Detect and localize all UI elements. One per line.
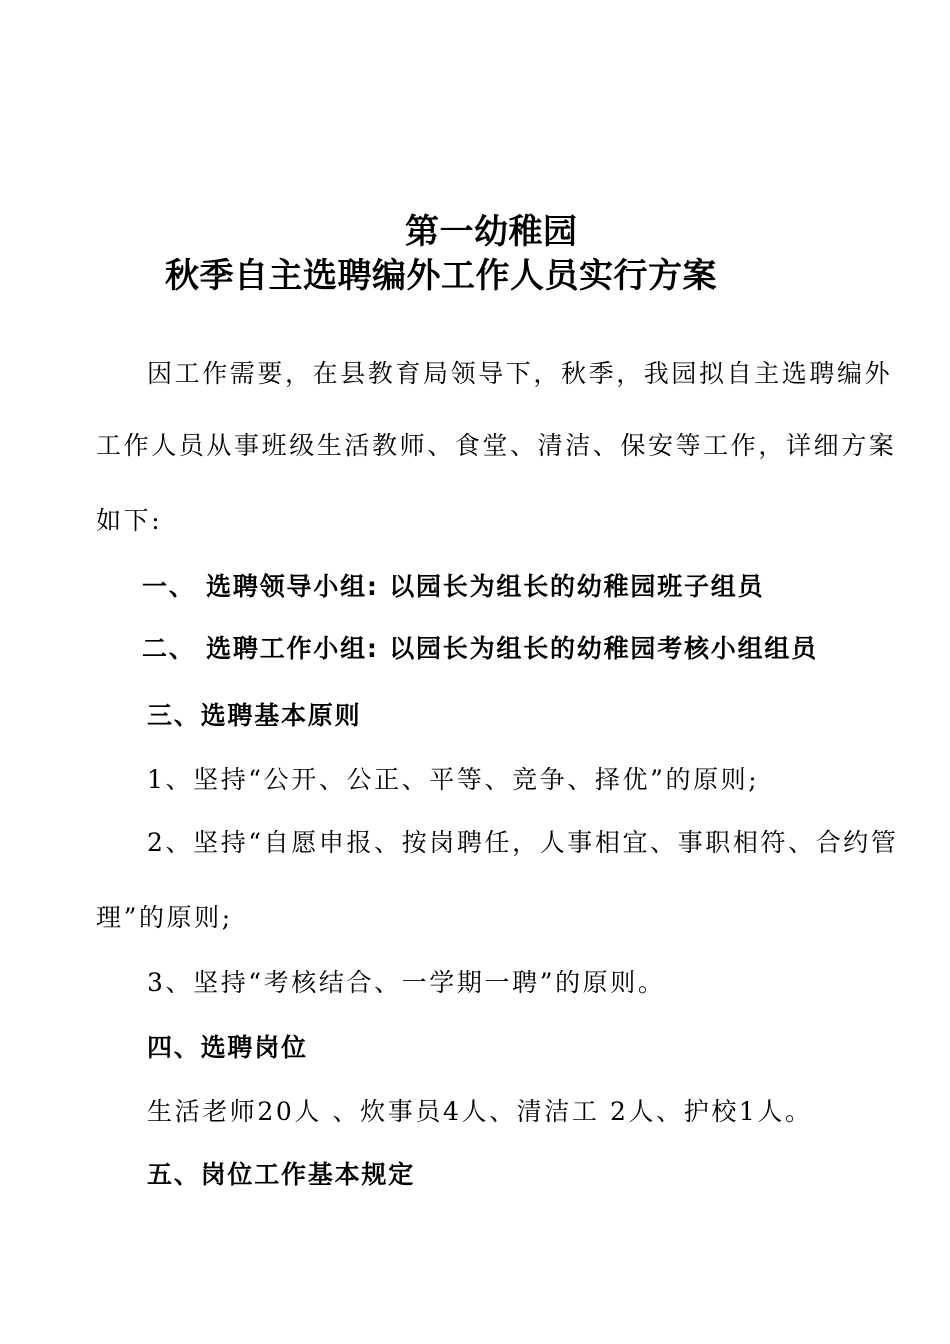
document-title-line2: 秋季自主选聘编外工作人员实行方案 <box>165 256 717 296</box>
principle-item-3: 3、坚持“考核结合、一学期一聘”的原则。 <box>147 968 666 997</box>
principle-item-1: 1、坚持“公开、公正、平等、竞争、择优”的原则; <box>147 765 760 794</box>
principle-item-2-line2: 理”的原则; <box>96 903 233 932</box>
intro-paragraph-line1: 因工作需要，在县教育局领导下，秋季，我园拟自主选聘编外 <box>147 359 893 388</box>
principle-item-2-line1: 2、坚持“自愿申报、按岗聘任，人事相宜、事职相符、合约管 <box>147 828 899 857</box>
intro-paragraph-line3: 如下: <box>96 506 163 535</box>
positions-text: 生活老师20人 、炊事员4人、清洁工 2人、护校1人。 <box>147 1097 813 1126</box>
section3-heading: 三、选聘基本原则 <box>147 701 362 730</box>
section4-heading: 四、选聘岗位 <box>147 1033 308 1062</box>
section2-heading: 二、 选聘工作小组: 以园长为组长的幼稚园考核小组组员 <box>142 634 819 663</box>
document-title-line1: 第一幼稚园 <box>405 212 578 252</box>
section5-heading: 五、岗位工作基本规定 <box>147 1160 416 1189</box>
intro-paragraph-line2: 工作人员从事班级生活教师、食堂、清洁、保安等工作，详细方案 <box>96 431 897 460</box>
section1-heading: 一、 选聘领导小组: 以园长为组长的幼稚园班子组员 <box>142 572 765 601</box>
